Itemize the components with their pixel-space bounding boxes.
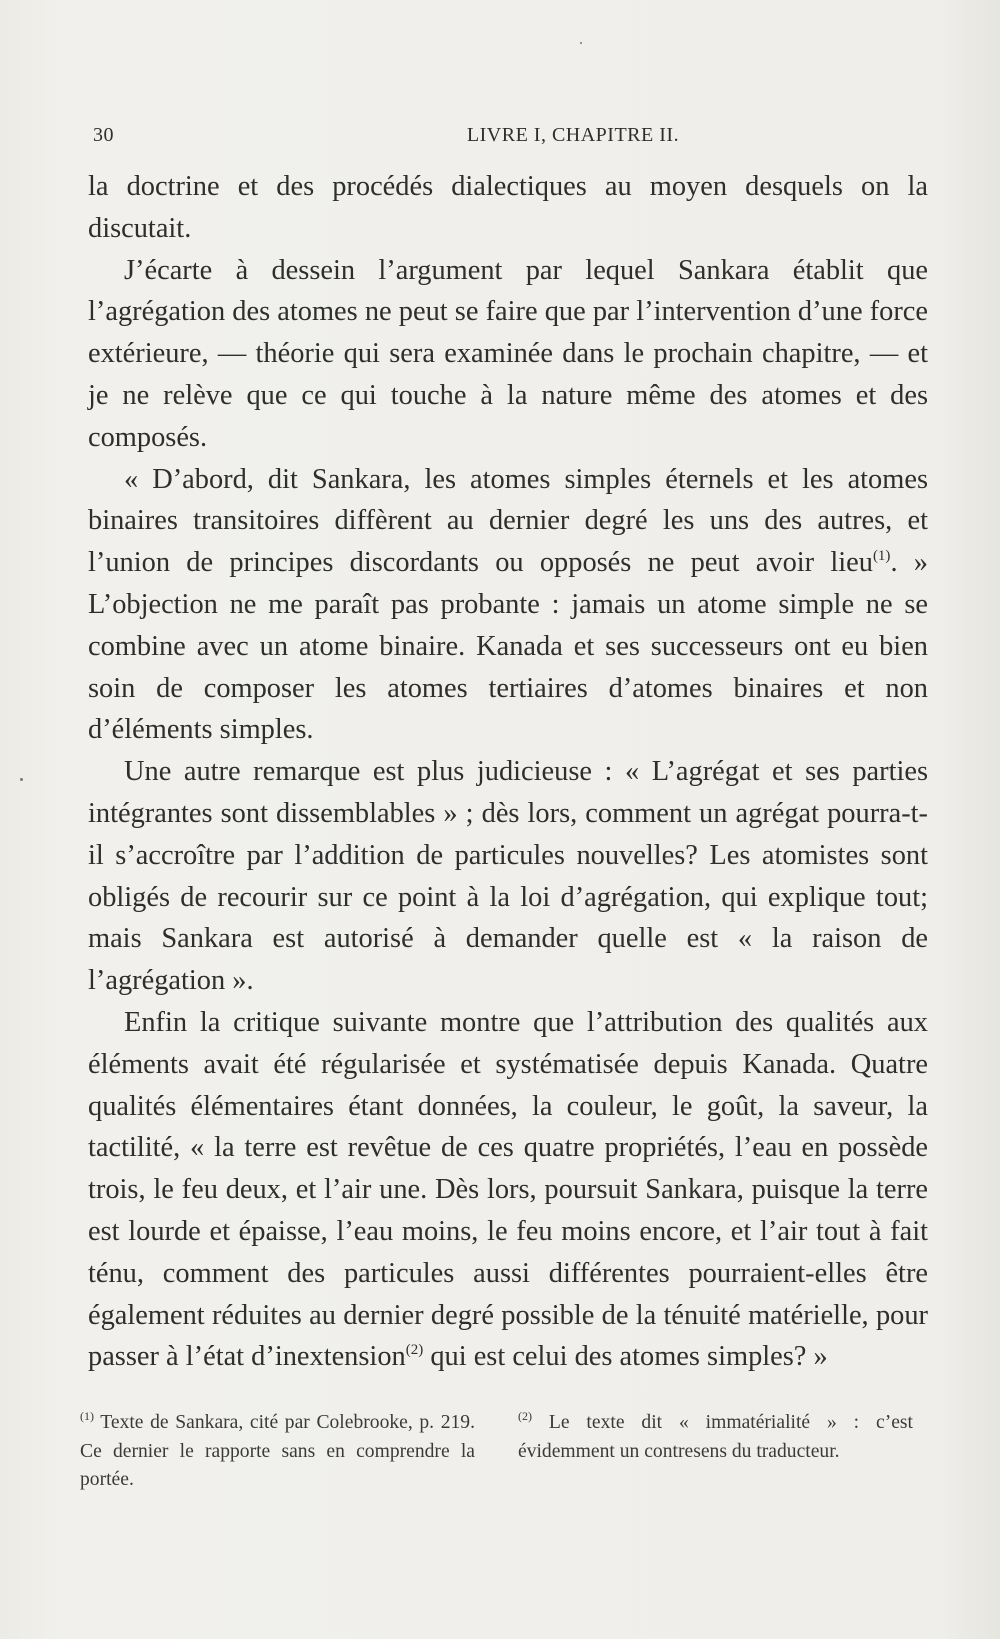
footnote-2: [518, 1409, 913, 1466]
page-number: 30: [93, 124, 114, 146]
paragraph-3-text-a: « D’abord, dit Sankara, les atomes simples éternels et les atomes binaires transitoires diffèrent au dernier degré les uns des autres, et l’union de principes discordants ou opposés ne peut avoir lieu: [88, 463, 928, 579]
paragraph-3: [88, 459, 928, 752]
footnote-2-text: Le texte dit « immatérialité » : c’est évidemment un contresens du traducteur.: [518, 1412, 913, 1462]
running-head: [93, 124, 913, 154]
paragraph-5-text-a: Enfin la critique suivante montre que l’attribution des qualités aux éléments avait été régularisée et systématisée depuis Kanada. Quatre qualités élémentaires étant données, la couleur, le goût, la saveur, la tactilité, « la terre est revêtue de ces quatre propriétés, l’eau en possède trois, le feu deux, et l’air une. Dès lors, poursuit Sankara, puisque la terre est lourde et épaisse, l’eau moins, le feu moins encore, et l’air tout à fait ténu, comment des particules aussi différentes pourraient-elles être également réduites au dernier degré possible de la ténuité matérielle, pour passer à l’état d’inextension: [88, 1006, 928, 1373]
paragraph-5: [88, 1002, 928, 1378]
footnote-1-marker: (1): [80, 1409, 94, 1423]
footnote-2-marker: (2): [518, 1409, 532, 1423]
footnote-ref-1[interactable]: (1): [872, 548, 891, 565]
footnote-ref-2[interactable]: (2): [405, 1342, 424, 1359]
chapter-heading: LIVRE I, CHAPITRE II.: [466, 124, 680, 146]
paragraph-3-text-b: . » L’objection ne me paraît pas probante : jamais un atome simple ne se combine avec un atome binaire. Kanada et ses successeurs ont eu bien soin de composer les atomes tertiaires d’atomes binaires et non d’éléments simples.: [88, 547, 928, 746]
footnote-1-text: Texte de Sankara, cité par Colebrooke, p. 219. Ce dernier le rapporte sans en comprendre la portée.: [80, 1412, 475, 1490]
footnote-1: [80, 1409, 475, 1495]
paragraph-2: J’écarte à dessein l’argument par lequel Sankara établit que l’agrégation des atomes ne peut se faire que par l’intervention d’une force extérieure, — théorie qui sera examinée dans le prochain chapitre, — et je ne relève que ce qui touche à la nature même des atomes et des composés.: [88, 254, 928, 453]
paragraph-4: Une autre remarque est plus judicieuse : « L’agrégat et ses parties intégrantes sont dissemblables » ; dès lors, comment un agrégat pourra-t-il s’accroître par l’addition de particules nouvelles? Les atomistes sont obligés de recourir sur ce point à la loi d’agrégation, qui explique tout; mais Sankara est autorisé à demander quelle est « la raison de l’agrégation ».: [88, 756, 928, 997]
paper-speck: [580, 42, 582, 44]
paragraph-5-text-b: qui est celui des atomes simples? »: [423, 1341, 828, 1373]
paper-speck: [20, 778, 23, 781]
main-text: [88, 166, 928, 1378]
paragraph-1: la doctrine et des procédés dialectiques au moyen desquels on la discutait.: [88, 171, 928, 244]
